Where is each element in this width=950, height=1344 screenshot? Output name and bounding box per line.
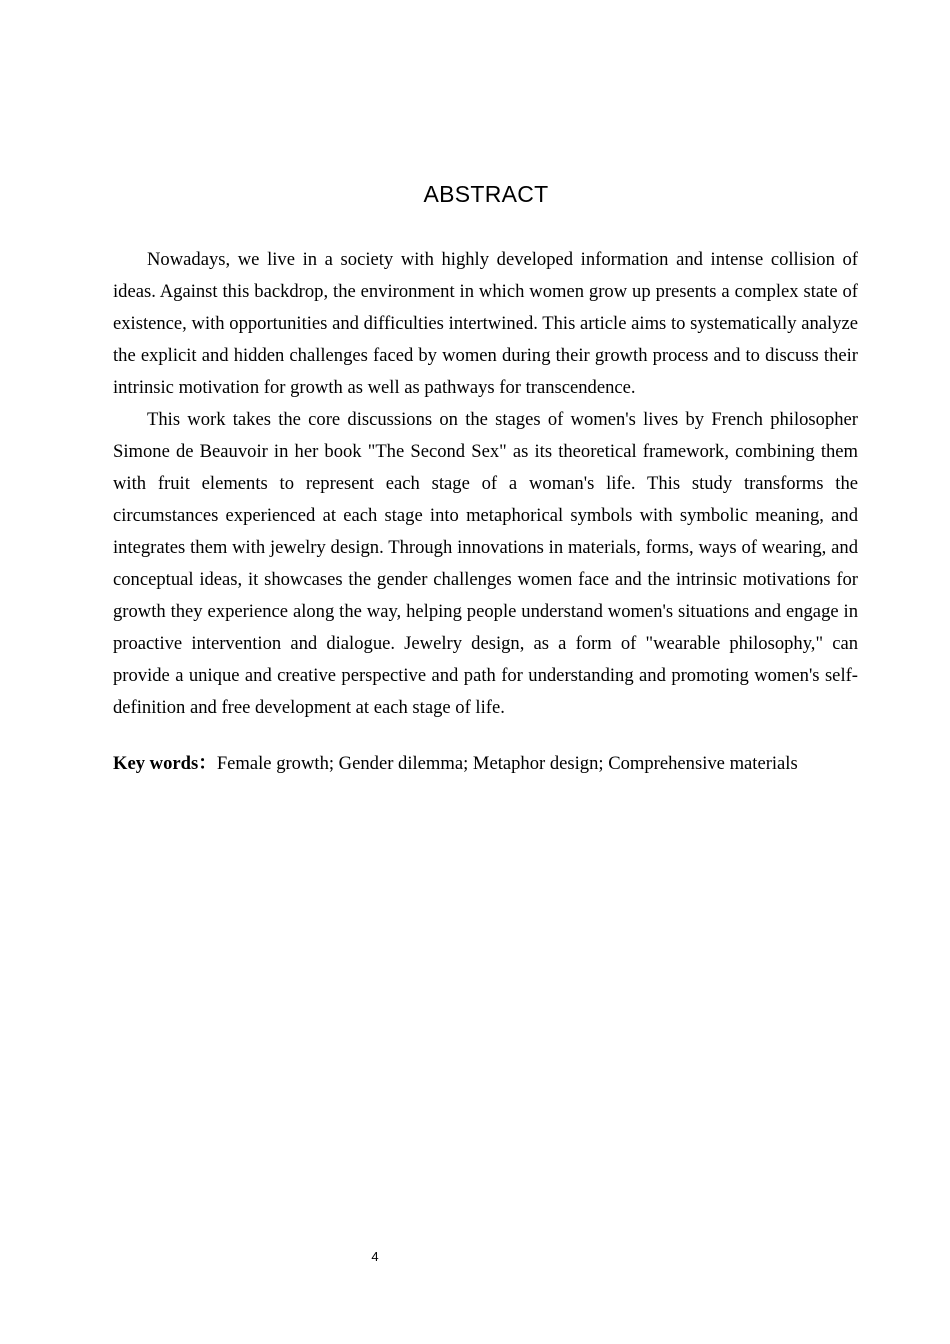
abstract-title: ABSTRACT [423,181,549,207]
page-number: 4 [371,1249,379,1264]
abstract-paragraph-2: This work takes the core discussions on the stages of women's lives by French philosopher Simone de Beauvoir in her book "The Second Sex" as its theoretical framework, combining them with fruit elements to represent each stage of a woman's life. This study transforms the circumstances experienced at each stage into metaphorical symbols with symbolic meaning, and integrates them with jewelry design. Through innovations in materials, forms, ways of wearing, and conceptual ideas, it showcases the gender challenges women face and the intrinsic motivations for growth they experience along the way, helping people understand women's situations and engage in proactive intervention and dialogue. Jewelry design, as a form of "wearable philosophy," can provide a unique and creative perspective and path for understanding and promoting women's self-definition and free development at each stage of life. [113,409,858,718]
keywords-line [113,748,873,780]
abstract-paragraph-1: Nowadays, we live in a society with highly developed information and intense collision of ideas. Against this backdrop, the environment in which women grow up presents a complex state of existence, with opportunities and difficulties intertwined. This article aims to systematically analyze the explicit and hidden challenges faced by women during their growth process and to discuss their intrinsic motivation for growth as well as pathways for transcendence. [113,249,858,398]
abstract-body [113,244,858,724]
keywords-label: Key words： [113,753,217,774]
keywords-value: Female growth; Gender dilemma; Metaphor design; Comprehensive materials [216,753,798,774]
